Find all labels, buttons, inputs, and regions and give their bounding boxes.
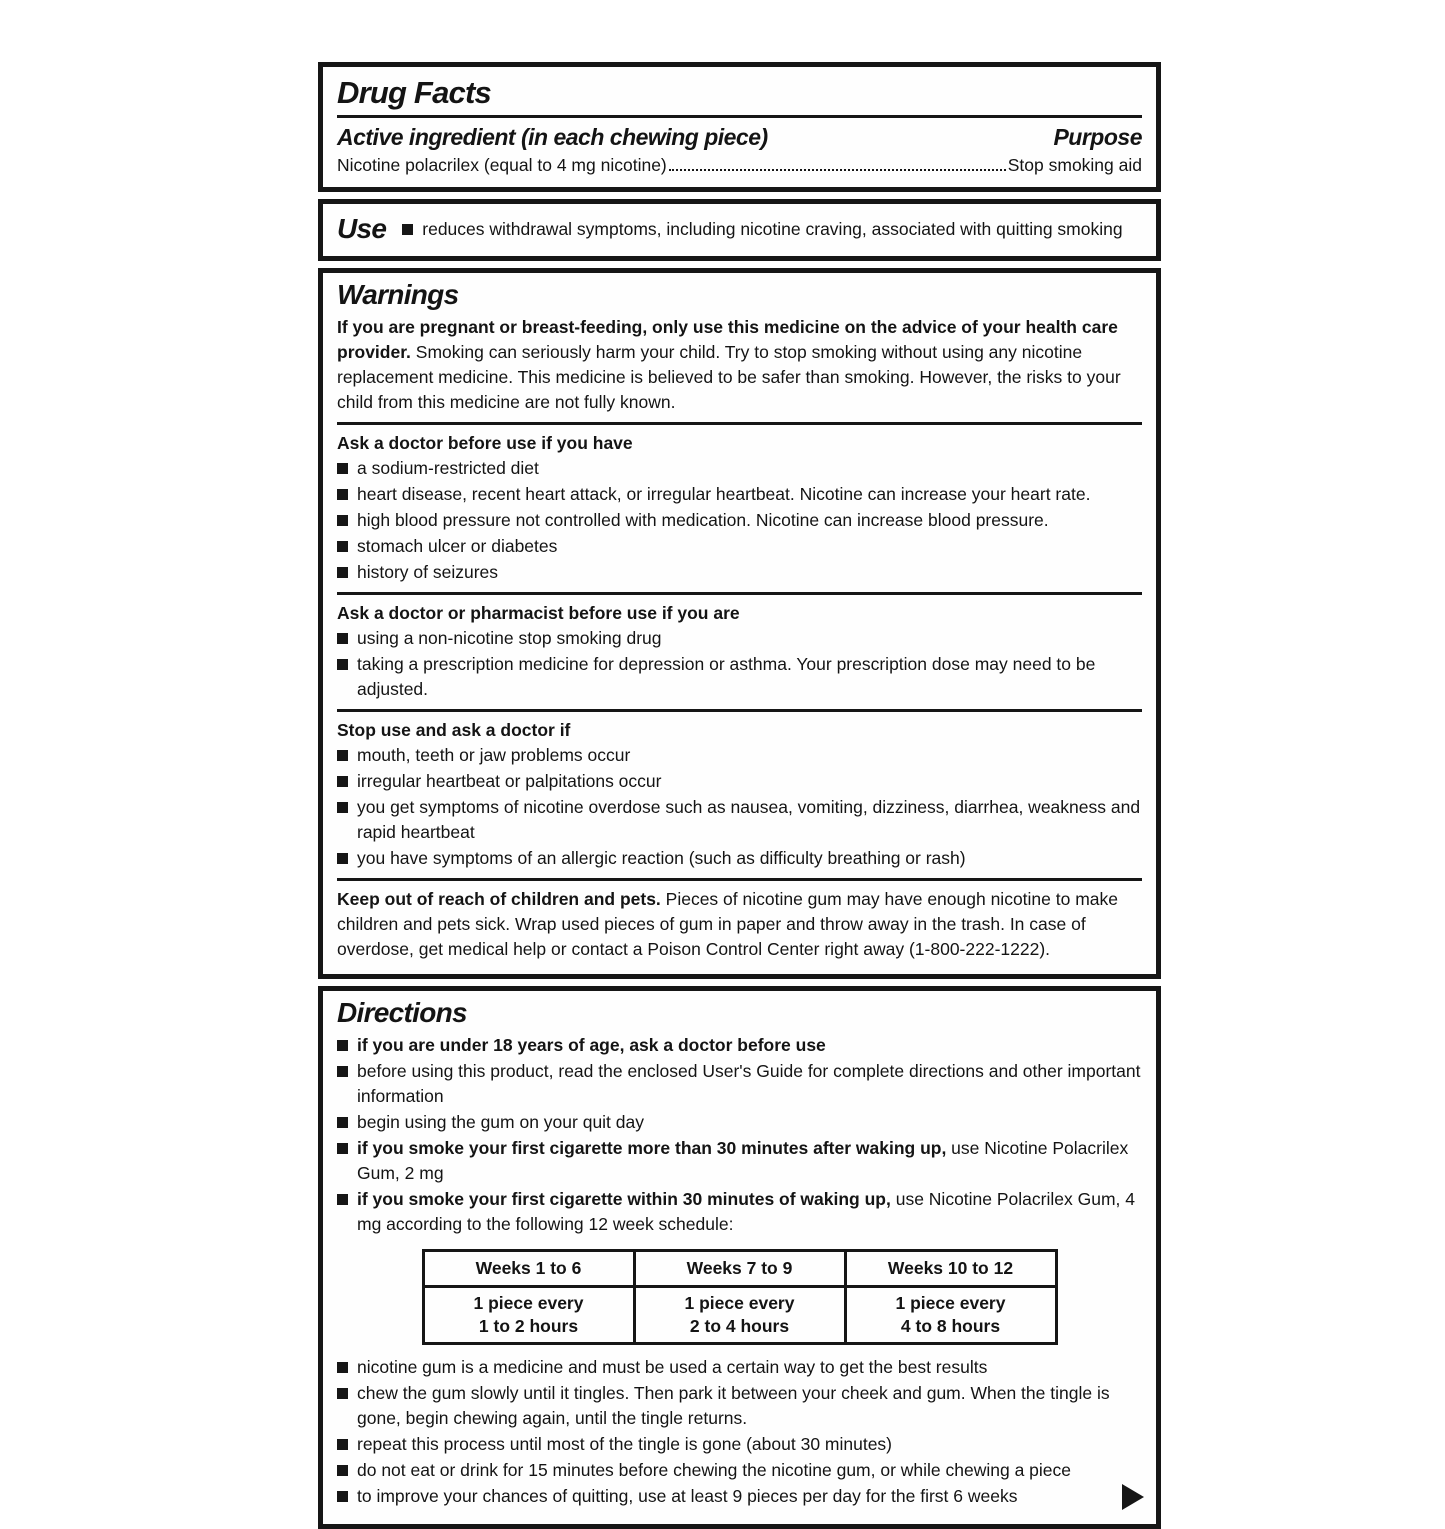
- table-cell: 1 piece every 4 to 8 hours: [845, 1287, 1056, 1344]
- list-item: [337, 482, 1142, 507]
- pregnancy-warning: [337, 315, 1142, 415]
- bullet-square-icon: [337, 633, 348, 644]
- list-item-text: a sodium-restricted diet: [357, 458, 539, 478]
- bullet-square-icon: [402, 224, 413, 235]
- table-header-cell: Weeks 1 to 6: [423, 1251, 634, 1287]
- bullet-square-icon: [337, 1117, 348, 1128]
- bullet-square-icon: [337, 802, 348, 813]
- active-ingredient-heading: Active ingredient (in each chewing piece): [337, 124, 768, 150]
- dosing-schedule-table: [422, 1249, 1058, 1345]
- list-item: [337, 626, 1142, 651]
- drug-facts-label: [318, 62, 1161, 1529]
- list-item-text: using a non-nicotine stop smoking drug: [357, 628, 662, 648]
- purpose-heading: Purpose: [1053, 124, 1142, 150]
- list-item-text: taking a prescription medicine for depression or asthma. Your prescription dose may need to be adjusted.: [357, 654, 1096, 699]
- use-heading: Use: [337, 213, 387, 244]
- divider: [337, 592, 1142, 595]
- list-item-text: before using this product, read the enclosed User's Guide for complete directions and other important information: [357, 1061, 1141, 1106]
- list-item-text: irregular heartbeat or palpitations occur: [357, 771, 662, 791]
- ask-doctor-heading: Ask a doctor before use if you have: [337, 433, 633, 453]
- keep-out-bold: Keep out of reach of children and pets.: [337, 889, 661, 909]
- use-section: [318, 199, 1161, 261]
- table-header-cell: Weeks 10 to 12: [845, 1251, 1056, 1287]
- bullet-square-icon: [337, 515, 348, 526]
- table-cell: 1 piece every 2 to 4 hours: [634, 1287, 845, 1344]
- bullet-square-icon: [337, 567, 348, 578]
- pregnancy-warning-bold: If you are pregnant or breast-feeding, only use this medicine on the advice of your health care provider.: [337, 317, 1118, 362]
- keep-out-of-reach-warning: [337, 887, 1142, 962]
- list-item: [337, 1110, 1142, 1135]
- list-item-text: you get symptoms of nicotine overdose such as nausea, vomiting, dizziness, diarrhea, weakness and rapid heartbeat: [357, 797, 1141, 842]
- list-item: [337, 743, 1142, 768]
- ingredient-name: Nicotine polacrilex (equal to 4 mg nicotine): [337, 155, 667, 175]
- table-header-cell: Weeks 7 to 9: [634, 1251, 845, 1287]
- list-item-text: if you smoke your first cigarette more than 30 minutes after waking up, use Nicotine Polacrilex Gum, 2 mg: [357, 1138, 1129, 1183]
- bullet-square-icon: [337, 1143, 348, 1154]
- bullet-square-icon: [337, 1388, 348, 1399]
- list-item: [337, 456, 1142, 481]
- list-item: [337, 560, 1142, 585]
- dotted-leader: [669, 169, 1006, 171]
- list-item-text: high blood pressure not controlled with medication. Nicotine can increase blood pressure.: [357, 510, 1049, 530]
- list-item: [337, 508, 1142, 533]
- list-item: [337, 652, 1142, 702]
- list-item-text: to improve your chances of quitting, use at least 9 pieces per day for the first 6 weeks: [357, 1486, 1018, 1506]
- use-statement: [402, 217, 1122, 242]
- bullet-square-icon: [337, 1439, 348, 1450]
- list-item: [337, 1033, 1142, 1058]
- list-item-text: stomach ulcer or diabetes: [357, 536, 558, 556]
- bullet-square-icon: [337, 1066, 348, 1077]
- bullet-square-icon: [337, 853, 348, 864]
- drug-facts-title: Drug Facts: [337, 75, 491, 110]
- table-header-row: [423, 1251, 1056, 1287]
- list-item-text: begin using the gum on your quit day: [357, 1112, 644, 1132]
- keep-out-text: Pieces of nicotine gum may have enough nicotine to make children and pets sick. Wrap used pieces of gum in paper and throw away in the trash. In case of overdose, get medical help or contact a Poison Control Center right away (1-800-222-1222).: [337, 889, 1119, 959]
- purpose-value: Stop smoking aid: [1007, 155, 1142, 175]
- list-item: [337, 846, 1142, 871]
- stop-use-heading: Stop use and ask a doctor if: [337, 720, 571, 740]
- list-item-text: repeat this process until most of the tingle is gone (about 30 minutes): [357, 1434, 893, 1454]
- directions-heading: Directions: [337, 997, 467, 1028]
- divider: [337, 709, 1142, 712]
- bullet-square-icon: [337, 1491, 348, 1502]
- list-item: [337, 1458, 1142, 1483]
- warnings-section: [318, 268, 1161, 979]
- list-item-text: you have symptoms of an allergic reaction (such as difficulty breathing or rash): [357, 848, 966, 868]
- active-ingredient-section: [318, 62, 1161, 192]
- list-item: [337, 1136, 1142, 1186]
- ingredient-row: [337, 153, 1142, 177]
- list-item: [337, 534, 1142, 559]
- use-text: reduces withdrawal symptoms, including nicotine craving, associated with quitting smoking: [422, 218, 1123, 239]
- list-item-text: history of seizures: [357, 562, 499, 582]
- bullet-square-icon: [337, 489, 348, 500]
- directions-section: [318, 986, 1161, 1529]
- list-item: [337, 1432, 1142, 1457]
- table-body-row: [423, 1287, 1056, 1344]
- divider: [337, 115, 1142, 118]
- divider: [337, 422, 1142, 425]
- bullet-square-icon: [337, 1465, 348, 1476]
- list-item: [337, 1484, 1142, 1509]
- divider: [337, 878, 1142, 881]
- bullet-square-icon: [337, 1040, 348, 1051]
- list-item: [337, 1059, 1142, 1109]
- list-item-text: nicotine gum is a medicine and must be used a certain way to get the best results: [357, 1357, 988, 1377]
- bullet-square-icon: [337, 776, 348, 787]
- continue-arrow-icon: [1122, 1484, 1144, 1510]
- list-item-text: if you smoke your first cigarette within 30 minutes of waking up, use Nicotine Polacrilex Gum, 4 mg according to the following 12 week schedule:: [357, 1189, 1135, 1234]
- pregnancy-warning-text: Smoking can seriously harm your child. Try to stop smoking without using any nicotine replacement medicine. This medicine is believed to be safer than smoking. However, the risks to your child from this medicine are not fully known.: [337, 342, 1121, 412]
- list-item: [337, 1381, 1142, 1431]
- warnings-heading: Warnings: [337, 279, 459, 310]
- list-item: [337, 769, 1142, 794]
- list-item-text: do not eat or drink for 15 minutes before chewing the nicotine gum, or while chewing a piece: [357, 1460, 1072, 1480]
- table-cell: 1 piece every 1 to 2 hours: [423, 1287, 634, 1344]
- bullet-square-icon: [337, 463, 348, 474]
- list-item: [337, 1187, 1142, 1237]
- ask-pharmacist-heading: Ask a doctor or pharmacist before use if you are: [337, 603, 740, 623]
- active-ingredient-header-row: [337, 123, 1142, 153]
- bullet-square-icon: [337, 750, 348, 761]
- list-item-text: if you are under 18 years of age, ask a doctor before use: [357, 1035, 826, 1055]
- bullet-square-icon: [337, 541, 348, 552]
- list-item-text: mouth, teeth or jaw problems occur: [357, 745, 631, 765]
- list-item-text: chew the gum slowly until it tingles. Then park it between your cheek and gum. When the tingle is gone, begin chewing again, until the tingle returns.: [357, 1383, 1110, 1428]
- bullet-square-icon: [337, 1194, 348, 1205]
- bullet-square-icon: [337, 1362, 348, 1373]
- list-item: [337, 795, 1142, 845]
- list-item-text: heart disease, recent heart attack, or irregular heartbeat. Nicotine can increase your heart rate.: [357, 484, 1091, 504]
- list-item: [337, 1355, 1142, 1380]
- bullet-square-icon: [337, 659, 348, 670]
